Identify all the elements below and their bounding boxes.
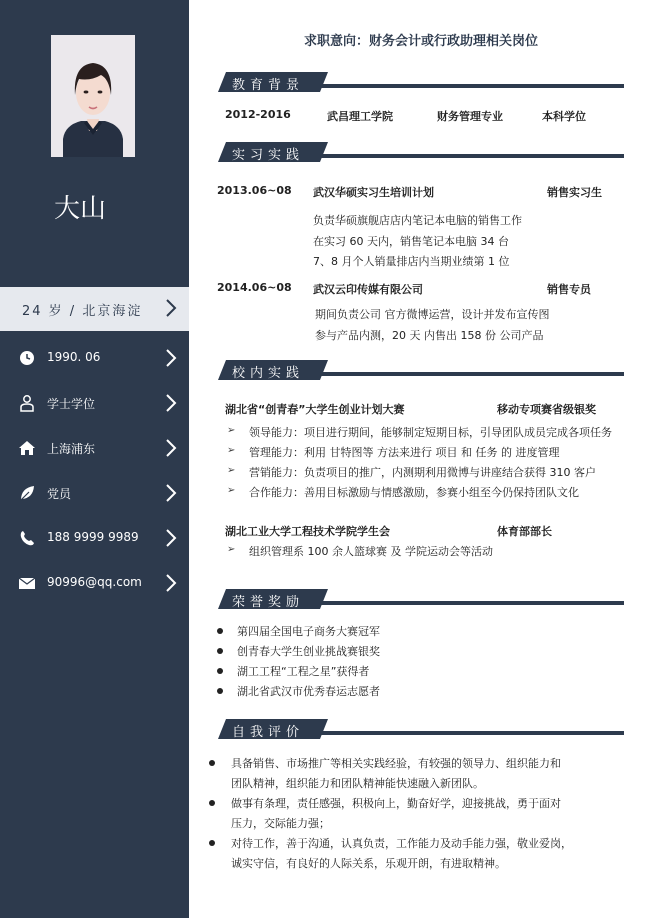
campus-title: 湖北省“创青春”大学生创业计划大赛	[225, 403, 405, 416]
section-title: 荣誉奖励	[231, 595, 304, 610]
phone-icon	[18, 529, 36, 547]
internship-line: 在实习 60 天内，销售笔记本电脑 34 台	[313, 235, 509, 248]
mail-icon	[18, 574, 36, 592]
internship-company: 武汉云印传媒有限公司	[313, 283, 423, 296]
edu-school: 武昌理工学院	[327, 110, 393, 123]
section-divider	[318, 601, 624, 605]
bullet-dot-icon	[209, 800, 215, 806]
sidebar-item-label: 90996@qq.com	[47, 575, 142, 589]
sidebar-item-phone[interactable]	[0, 523, 189, 553]
section-header-education	[218, 72, 624, 92]
self-eval-line: 对待工作，善于沟通，认真负责，工作能力及动手能力强，敬业爱岗，	[231, 837, 572, 850]
bullet-dot-icon	[217, 668, 223, 674]
sidebar-item-label: 188 9999 9989	[47, 530, 139, 544]
section-header-internship	[218, 142, 624, 162]
campus-item: 领导能力：项目进行期间，能够制定短期目标，引导团队成员完成各项任务	[249, 426, 612, 439]
honor-item: 湖北省武汉市优秀春运志愿者	[237, 685, 380, 698]
section-title: 自我评价	[231, 725, 304, 740]
internship-line: 7、8 月个人销量排店内当期业绩第 1 位	[313, 255, 510, 268]
bullet-dot-icon	[217, 648, 223, 654]
sidebar-item-email[interactable]	[0, 568, 189, 598]
self-eval-line: 诚实守信，有良好的人际关系，乐观开朗，有进取精神。	[231, 857, 506, 870]
campus-item: 营销能力：负责项目的推广，内测期利用微博与讲座结合获得 310 客户	[249, 466, 596, 479]
sidebar-item-label: 1990. 06	[47, 350, 101, 364]
honor-item: 湖工工程“工程之星”获得者	[237, 665, 370, 678]
section-divider	[318, 731, 624, 735]
sidebar-item-degree[interactable]	[0, 388, 189, 418]
self-eval-line: 压力，交际能力强；	[231, 817, 330, 830]
section-divider	[318, 372, 624, 376]
arrow-bullet-icon: ➢	[227, 544, 236, 555]
home-icon	[18, 439, 36, 457]
chevron-right-icon	[160, 392, 182, 414]
internship-line: 负责华硕旗舰店店内笔记本电脑的销售工作	[313, 214, 522, 227]
chevron-right-icon	[160, 572, 182, 594]
section-header-self-eval	[218, 719, 624, 739]
self-eval-line: 做事有条理，责任感强，积极向上，勤奋好学，迎接挑战，勇于面对	[231, 797, 561, 810]
campus-title: 湖北工业大学工程技术学院学生会	[225, 525, 390, 538]
bullet-dot-icon	[209, 840, 215, 846]
clock-icon	[18, 349, 36, 367]
section-title: 教育背景	[231, 78, 304, 93]
sidebar-item-address[interactable]	[0, 433, 189, 463]
campus-item: 组织管理系 100 余人篮球赛 及 学院运动会等活动	[249, 545, 493, 558]
bullet-dot-icon	[217, 688, 223, 694]
sidebar-item-label: 党员	[47, 487, 72, 501]
bullet-dot-icon	[209, 760, 215, 766]
section-divider	[318, 84, 624, 88]
internship-role: 销售实习生	[547, 186, 602, 199]
honor-item: 第四届全国电子商务大赛冠军	[237, 625, 380, 638]
chevron-right-icon	[160, 482, 182, 504]
honor-item: 创青春大学生创业挑战赛银奖	[237, 645, 380, 658]
age-location-bar[interactable]	[0, 287, 189, 331]
sidebar	[0, 0, 189, 918]
edu-major: 财务管理专业	[437, 110, 503, 123]
sidebar-item-politics[interactable]	[0, 478, 189, 508]
section-title: 实习实践	[231, 148, 304, 163]
person-icon	[18, 394, 36, 412]
internship-role: 销售专员	[547, 283, 591, 296]
bullet-dot-icon	[217, 628, 223, 634]
section-divider	[318, 154, 624, 158]
profile-photo	[51, 35, 135, 157]
section-title: 校内实践	[231, 366, 304, 381]
section-header-campus	[218, 360, 624, 380]
internship-period: 2014.06~08	[217, 281, 292, 294]
arrow-bullet-icon: ➢	[227, 465, 236, 476]
arrow-bullet-icon: ➢	[227, 485, 236, 496]
age-location-text: 24 岁 / 北京海淀	[22, 304, 143, 319]
campus-award: 体育部部长	[497, 525, 552, 538]
internship-line: 参与产品内测，20 天 内售出 158 份 公司产品	[315, 329, 544, 342]
chevron-right-icon	[160, 297, 182, 319]
leaf-icon	[18, 484, 36, 502]
internship-company: 武汉华硕实习生培训计划	[313, 186, 434, 199]
self-eval-line: 具备销售、市场推广等相关实践经验，有较强的领导力、组织能力和	[231, 757, 561, 770]
job-intention: 求职意向：财务会计或行政助理相关岗位	[303, 34, 538, 49]
campus-item: 管理能力：利用 甘特图等 方法来进行 项目 和 任务 的 进度管理	[249, 446, 560, 459]
chevron-right-icon	[160, 437, 182, 459]
edu-degree: 本科学位	[542, 110, 586, 123]
arrow-bullet-icon: ➢	[227, 445, 236, 456]
internship-period: 2013.06~08	[217, 184, 292, 197]
campus-award: 移动专项赛省级银奖	[497, 403, 596, 416]
edu-period: 2012-2016	[225, 108, 291, 121]
section-header-honors	[218, 589, 624, 609]
campus-item: 合作能力：善用目标激励与情感激励，参赛小组至今仍保持团队文化	[249, 486, 579, 499]
sidebar-item-birth[interactable]	[0, 343, 189, 373]
main-content	[189, 0, 653, 918]
candidate-name: 大山	[53, 194, 106, 224]
self-eval-line: 团队精神，组织能力和团队精神能快速融入新团队。	[231, 777, 484, 790]
chevron-right-icon	[160, 527, 182, 549]
sidebar-item-label: 学士学位	[47, 397, 96, 411]
chevron-right-icon	[160, 347, 182, 369]
arrow-bullet-icon: ➢	[227, 425, 236, 436]
internship-line: 期间负责公司 官方微博运营，设计并发布宣传图	[315, 308, 550, 321]
sidebar-item-label: 上海浦东	[47, 442, 96, 456]
